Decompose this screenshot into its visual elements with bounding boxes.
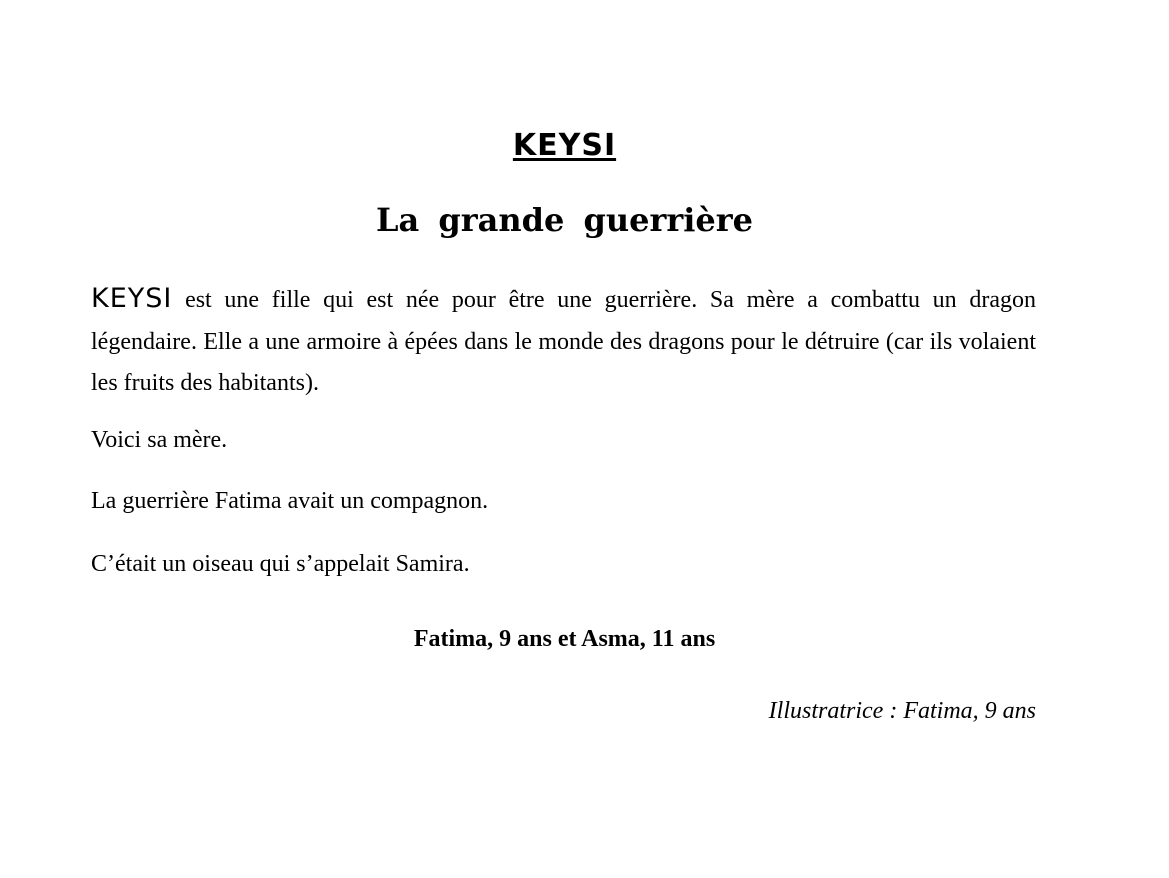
story-line: La guerrière Fatima avait un compagnon. (91, 488, 489, 514)
story-line: C’était un oiseau qui s’appelait Samira. (91, 551, 470, 577)
story-line: Voici sa mère. (91, 427, 228, 453)
story-title: KEYSI (512, 128, 617, 163)
illustrator-credit: Illustratrice : Fatima, 9 ans (768, 698, 1036, 724)
intro-paragraph (91, 278, 1036, 405)
story-subtitle: La grande guerrière (376, 201, 753, 239)
intro-text: est une fille qui est née pour être une guerrière. Sa mère a combattu un dragon légendaire. Elle a une armoire à épées dans le monde des dragons pour le détruire (car ils volaient les fruits des habitants). (91, 287, 1036, 396)
intro-name: KEYSI (91, 283, 173, 314)
authors-credit: Fatima, 9 ans et Asma, 11 ans (413, 626, 716, 652)
